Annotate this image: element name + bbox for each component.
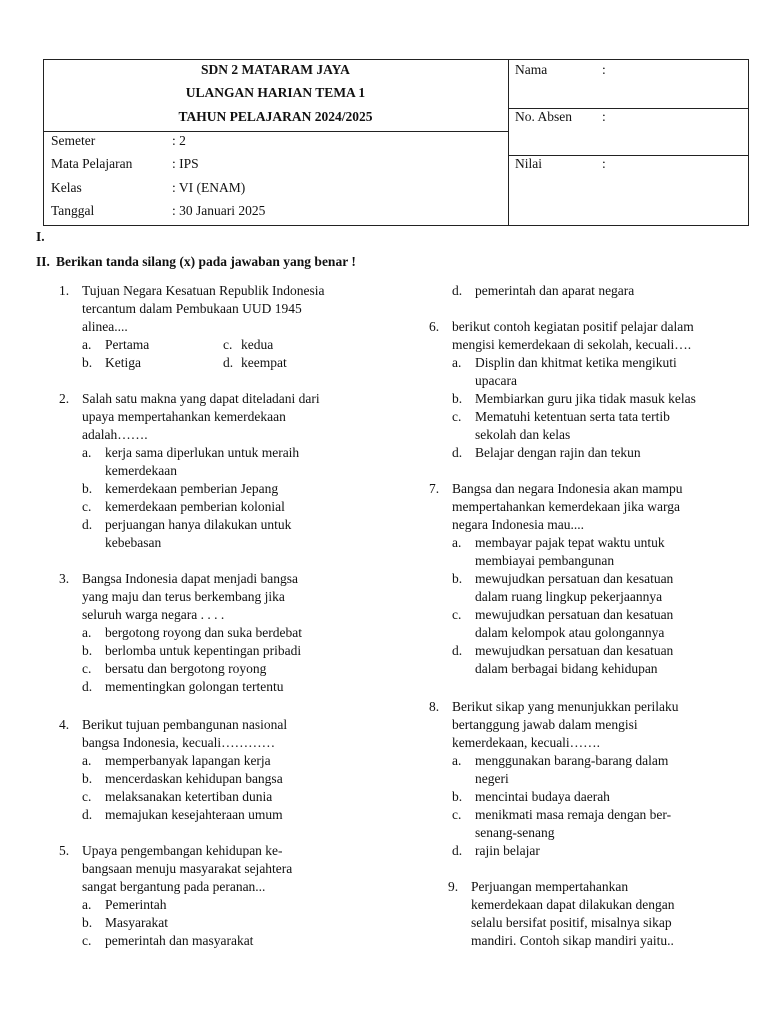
exam-title: ULANGAN HARIAN TEMA 1 [185, 85, 366, 100]
semester-label: Semeter [51, 133, 96, 148]
question-text: Berikut tujuan pembangunan nasional [82, 717, 288, 732]
option-letter: a. [82, 337, 92, 352]
option-letter: b. [452, 391, 463, 406]
option-text[interactable]: dalam kelompok atau golongannya [475, 625, 665, 640]
option-text[interactable]: berlomba untuk kepentingan pribadi [105, 643, 302, 658]
section-two-instruction: Berikan tanda silang (x) pada jawaban yang benar ! [56, 254, 356, 269]
question-number: 3. [59, 571, 70, 586]
question-text: yang maju dan terus berkembang jika [82, 589, 285, 604]
absen-label: No. Absen [515, 109, 572, 124]
question-text: kemerdekaan, kecuali……. [452, 735, 601, 750]
option-text[interactable]: memajukan kesejahteraan umum [105, 807, 283, 822]
option-text[interactable]: kedua [241, 337, 274, 352]
question-number: 1. [59, 283, 70, 298]
option-letter: d. [452, 283, 463, 298]
option-letter: d. [82, 679, 93, 694]
class-label: Kelas [51, 180, 82, 195]
option-text[interactable]: senang-senang [475, 825, 555, 840]
option-letter: a. [82, 445, 92, 460]
question-number: 7. [429, 481, 440, 496]
option-text[interactable]: pemerintah dan masyarakat [105, 933, 254, 948]
question-number: 5. [59, 843, 70, 858]
question-text: bangsa Indonesia, kecuali………… [82, 735, 276, 750]
option-text[interactable]: dalam ruang lingkup pekerjaannya [475, 589, 663, 604]
question-text: sangat bergantung pada peranan... [82, 879, 266, 894]
option-text[interactable]: mencintai budaya daerah [475, 789, 610, 804]
option-text[interactable]: kebebasan [105, 535, 162, 550]
option-text[interactable]: Mematuhi ketentuan serta tata tertib [475, 409, 670, 424]
absen-field[interactable]: : [602, 109, 606, 124]
semester-value: : 2 [172, 133, 186, 148]
question-number: 9. [448, 879, 459, 894]
option-letter: a. [82, 625, 92, 640]
question-text: bangsaan menuju masyarakat sejahtera [82, 861, 293, 876]
question-text: kemerdekaan dapat dilakukan dengan [471, 897, 675, 912]
option-text[interactable]: Pemerintah [105, 897, 167, 912]
option-letter: b. [452, 571, 463, 586]
class-value: : VI (ENAM) [172, 180, 246, 195]
option-letter: a. [82, 897, 92, 912]
option-text[interactable]: Ketiga [105, 355, 141, 370]
option-letter: c. [452, 807, 462, 822]
option-text[interactable]: bergotong royong dan suka berdebat [105, 625, 302, 640]
option-text[interactable]: bersatu dan bergotong royong [105, 661, 267, 676]
option-letter: d. [452, 643, 463, 658]
question-text: Salah satu makna yang dapat diteladani dari [82, 391, 320, 406]
subject-value: : IPS [172, 156, 199, 171]
option-letter: c. [82, 499, 92, 514]
name-label: Nama [515, 62, 548, 77]
date-label: Tanggal [51, 203, 95, 218]
option-letter: c. [82, 661, 92, 676]
score-field[interactable]: : [602, 156, 606, 171]
option-text[interactable]: kemerdekaan [105, 463, 177, 478]
option-letter: d. [452, 843, 463, 858]
option-text[interactable]: kemerdekaan pemberian Jepang [105, 481, 279, 496]
option-text[interactable]: membiayai pembangunan [475, 553, 615, 568]
question-text: seluruh warga negara . . . . [82, 607, 225, 622]
option-text[interactable]: Masyarakat [105, 915, 168, 930]
question-text: Upaya pengembangan kehidupan ke- [82, 843, 283, 858]
question-number: 6. [429, 319, 440, 334]
option-letter: d. [452, 445, 463, 460]
header-divider [508, 60, 509, 226]
question-text: Tujuan Negara Kesatuan Republik Indonesia [82, 283, 325, 298]
option-text[interactable]: perjuangan hanya dilakukan untuk [105, 517, 292, 532]
option-text[interactable]: mementingkan golongan tertentu [105, 679, 284, 694]
option-text[interactable]: melaksanakan ketertiban dunia [105, 789, 273, 804]
option-letter: b. [82, 643, 93, 658]
question-text: Bangsa dan negara Indonesia akan mampu [452, 481, 683, 496]
option-text[interactable]: rajin belajar [475, 843, 540, 858]
option-text[interactable]: memperbanyak lapangan kerja [105, 753, 271, 768]
question-text: mempertahankan kemerdekaan jika warga [452, 499, 681, 514]
option-text[interactable]: Membiarkan guru jika tidak masuk kelas [475, 391, 696, 406]
option-text[interactable]: mencerdaskan kehidupan bangsa [105, 771, 283, 786]
option-letter: b. [82, 481, 93, 496]
question-text: Perjuangan mempertahankan [471, 879, 629, 894]
name-field[interactable]: : [602, 62, 606, 77]
option-letter: c. [452, 607, 462, 622]
option-text[interactable]: Pertama [105, 337, 150, 352]
section-one-number: I. [36, 229, 45, 244]
option-text[interactable]: upacara [475, 373, 517, 388]
question-number: 4. [59, 717, 70, 732]
question-text: negara Indonesia mau.... [452, 517, 584, 532]
option-letter: d. [82, 517, 93, 532]
school-name: SDN 2 MATARAM JAYA [201, 62, 350, 77]
subject-label: Mata Pelajaran [51, 156, 133, 171]
option-text[interactable]: membayar pajak tepat waktu untuk [475, 535, 665, 550]
option-letter: b. [82, 355, 93, 370]
option-text[interactable]: Displin dan khitmat ketika mengikuti [475, 355, 677, 370]
question-text: berikut contoh kegiatan positif pelajar dalam [452, 319, 694, 334]
header-divider [508, 155, 749, 156]
option-letter: c. [452, 409, 462, 424]
question-text: adalah……. [82, 427, 148, 442]
option-letter: b. [452, 789, 463, 804]
question-text: selalu bersifat positif, misalnya sikap [471, 915, 672, 930]
option-text[interactable]: sekolah dan kelas [475, 427, 571, 442]
school-year: TAHUN PELAJARAN 2024/2025 [178, 109, 373, 124]
option-letter: a. [452, 753, 462, 768]
option-text[interactable]: mewujudkan persatuan dan kesatuan [475, 571, 674, 586]
option-text[interactable]: keempat [241, 355, 287, 370]
question-text: Bangsa Indonesia dapat menjadi bangsa [82, 571, 298, 586]
option-letter: b. [82, 771, 93, 786]
option-letter: d. [223, 355, 234, 370]
option-text[interactable]: pemerintah dan aparat negara [475, 283, 635, 298]
option-text[interactable]: negeri [475, 771, 509, 786]
question-text: Berikut sikap yang menunjukkan perilaku [452, 699, 679, 714]
question-text: mengisi kemerdekaan di sekolah, kecuali…. [452, 337, 692, 352]
option-text[interactable]: menggunakan barang-barang dalam [475, 753, 669, 768]
option-letter: c. [82, 933, 92, 948]
option-text[interactable]: mewujudkan persatuan dan kesatuan [475, 643, 674, 658]
option-letter: a. [452, 355, 462, 370]
question-text: mandiri. Contoh sikap mandiri yaitu.. [471, 933, 674, 948]
option-letter: a. [82, 753, 92, 768]
option-text[interactable]: mewujudkan persatuan dan kesatuan [475, 607, 674, 622]
question-text: tercantum dalam Pembukaan UUD 1945 [82, 301, 302, 316]
option-text[interactable]: Belajar dengan rajin dan tekun [475, 445, 641, 460]
option-text[interactable]: menikmati masa remaja dengan ber- [475, 807, 672, 822]
option-text[interactable]: kemerdekaan pemberian kolonial [105, 499, 285, 514]
option-letter: b. [82, 915, 93, 930]
option-letter: c. [223, 337, 233, 352]
question-text: alinea.... [82, 319, 128, 334]
question-number: 2. [59, 391, 70, 406]
option-text[interactable]: dalam berbagai bidang kehidupan [475, 661, 658, 676]
option-text[interactable]: kerja sama diperlukan untuk meraih [105, 445, 300, 460]
question-text: upaya mempertahankan kemerdekaan [82, 409, 286, 424]
option-letter: c. [82, 789, 92, 804]
question-number: 8. [429, 699, 440, 714]
option-letter: a. [452, 535, 462, 550]
score-label: Nilai [515, 156, 542, 171]
date-value: : 30 Januari 2025 [172, 203, 266, 218]
option-letter: d. [82, 807, 93, 822]
question-text: bertanggung jawab dalam mengisi [452, 717, 638, 732]
header-divider [44, 131, 508, 132]
section-two-number: II. [36, 254, 50, 269]
